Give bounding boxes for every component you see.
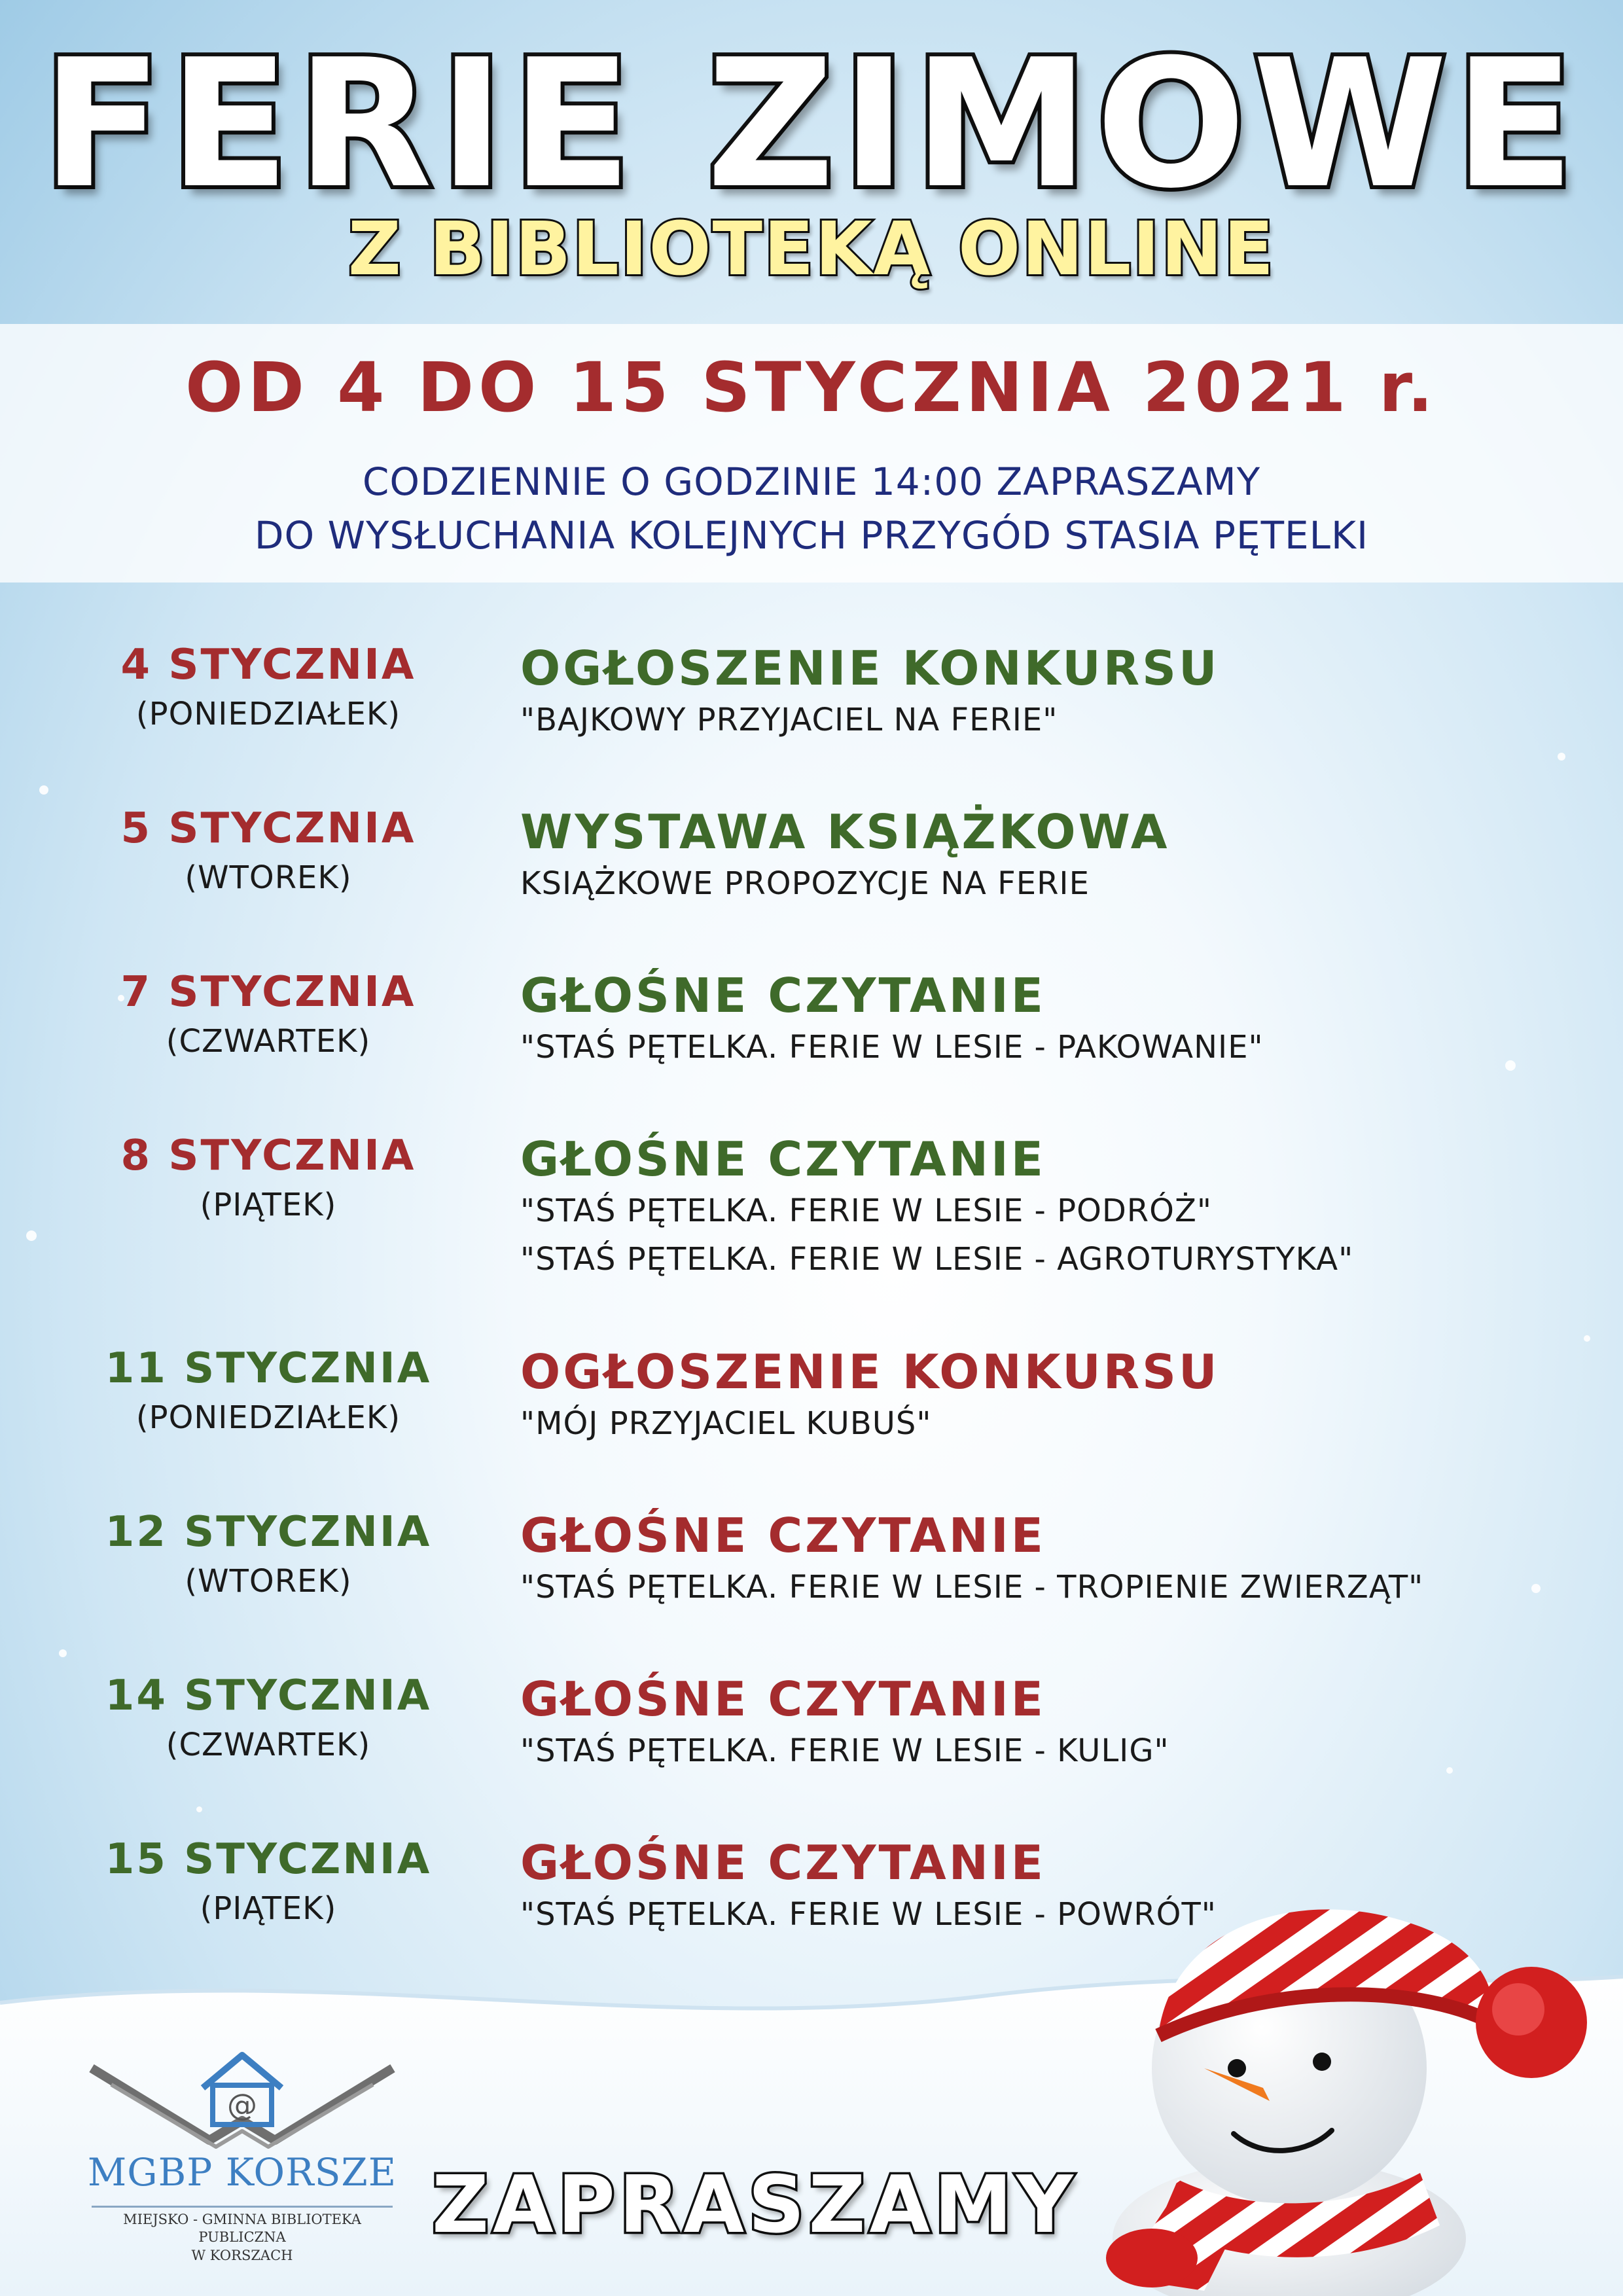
event-weekday: (PIĄTEK) [200, 1890, 337, 1927]
event-date [79, 1345, 458, 1442]
event-date-main [79, 641, 458, 690]
poster-subtitle: Z BIBLIOTEKĄ ONLINE [348, 207, 1275, 292]
intro-line-1: CODZIENNIE O GODZINIE 14:00 ZAPRASZAMY [362, 459, 1261, 504]
event-month: STYCZNIA [168, 641, 416, 689]
event-day-number: 15 [105, 1835, 168, 1884]
event-date-main [79, 969, 458, 1017]
logo-divider [92, 2206, 393, 2208]
date-range: OD 4 DO 15 STYCZNIA 2021 r. [185, 348, 1438, 427]
intro-text [0, 455, 1623, 563]
footer-invite: ZAPRASZAMY [432, 2160, 1077, 2251]
event-weekday: (PONIEDZIAŁEK) [135, 695, 401, 732]
event-day-number: 4 [120, 641, 152, 689]
event-description [520, 1345, 1580, 1448]
event-detail: "BAJKOWY PRZYJACIEL NA FERIE" [520, 701, 1058, 738]
open-book-house-at-icon [79, 2042, 406, 2150]
library-logo [79, 2042, 406, 2263]
event-weekday: (CZWARTEK) [166, 1022, 371, 1060]
event-title: GŁOŚNE CZYTANIE [520, 1132, 1046, 1187]
event-month: STYCZNIA [184, 1835, 432, 1884]
event-description [520, 1672, 1580, 1775]
event-month: STYCZNIA [184, 1344, 432, 1393]
logo-at-symbol: @ [227, 2087, 257, 2123]
event-detail: KSIĄŻKOWE PROPOZYCJE NA FERIE [520, 865, 1090, 902]
event-date [79, 1836, 458, 1933]
event-day-number: 7 [120, 968, 152, 1016]
event-detail: "STAŚ PĘTELKA. FERIE W LESIE - TROPIENIE ZWIERZĄT" [520, 1568, 1424, 1605]
event-detail: "STAŚ PĘTELKA. FERIE W LESIE - PAKOWANIE" [520, 1028, 1264, 1066]
poster-title: FERIE ZIMOWE [41, 21, 1582, 227]
event-description [520, 1132, 1580, 1284]
event-title: GŁOŚNE CZYTANIE [520, 1672, 1046, 1727]
logo-name: MGBP KORSZE [87, 2150, 397, 2195]
event-title: GŁOŚNE CZYTANIE [520, 1508, 1046, 1563]
event-month: STYCZNIA [168, 968, 416, 1016]
event-day-number: 11 [105, 1344, 168, 1393]
event-month: STYCZNIA [184, 1508, 432, 1556]
event-date-main [79, 1132, 458, 1181]
event-day-number: 12 [105, 1508, 168, 1556]
event-detail: "STAŚ PĘTELKA. FERIE W LESIE - AGROTURYSTYKA" [520, 1241, 1354, 1278]
event-title: WYSTAWA KSIĄŻKOWA [520, 804, 1170, 859]
event-description [520, 1509, 1580, 1611]
event-weekday: (WTOREK) [185, 859, 352, 896]
logo-full-name [79, 2211, 406, 2265]
event-description [520, 641, 1580, 744]
event-date-main [79, 1345, 458, 1393]
event-detail: "STAŚ PĘTELKA. FERIE W LESIE - KULIG" [520, 1732, 1169, 1769]
event-title: GŁOŚNE CZYTANIE [520, 968, 1046, 1023]
event-title: GŁOŚNE CZYTANIE [520, 1835, 1046, 1890]
snowman-icon [1073, 1872, 1623, 2296]
event-detail: "MÓJ PRZYJACIEL KUBUŚ" [520, 1405, 932, 1442]
event-day-number: 8 [120, 1132, 152, 1180]
event-date [79, 969, 458, 1066]
event-weekday: (PIĄTEK) [200, 1186, 337, 1223]
intro-line-2: DO WYSŁUCHANIA KOLEJNYCH PRZYGÓD STASIA PĘTELKI [254, 513, 1369, 558]
event-description [520, 969, 1580, 1071]
event-date-main [79, 805, 458, 853]
event-month: STYCZNIA [168, 1132, 416, 1180]
event-day-number: 5 [120, 804, 152, 853]
logo-full-line-1: MIEJSKO - GMINNA BIBLIOTEKA PUBLICZNA [123, 2212, 361, 2246]
event-date [79, 805, 458, 902]
event-date-main [79, 1836, 458, 1884]
event-description [520, 805, 1580, 908]
event-date [79, 1132, 458, 1229]
event-month: STYCZNIA [184, 1672, 432, 1720]
event-date-main [79, 1672, 458, 1721]
event-detail: "STAŚ PĘTELKA. FERIE W LESIE - PODRÓŻ" [520, 1192, 1212, 1229]
event-month: STYCZNIA [168, 804, 416, 853]
event-date [79, 1509, 458, 1605]
event-date [79, 641, 458, 738]
event-title: OGŁOSZENIE KONKURSU [520, 641, 1220, 696]
event-detail: "STAŚ PĘTELKA. FERIE W LESIE - POWRÓT" [520, 1895, 1217, 1933]
event-weekday: (CZWARTEK) [166, 1726, 371, 1763]
event-weekday: (PONIEDZIAŁEK) [135, 1399, 401, 1436]
event-weekday: (WTOREK) [185, 1562, 352, 1600]
event-title: OGŁOSZENIE KONKURSU [520, 1344, 1220, 1399]
event-date [79, 1672, 458, 1769]
event-day-number: 14 [105, 1672, 168, 1720]
logo-full-line-2: W KORSZACH [191, 2247, 293, 2263]
event-date-main [79, 1509, 458, 1557]
